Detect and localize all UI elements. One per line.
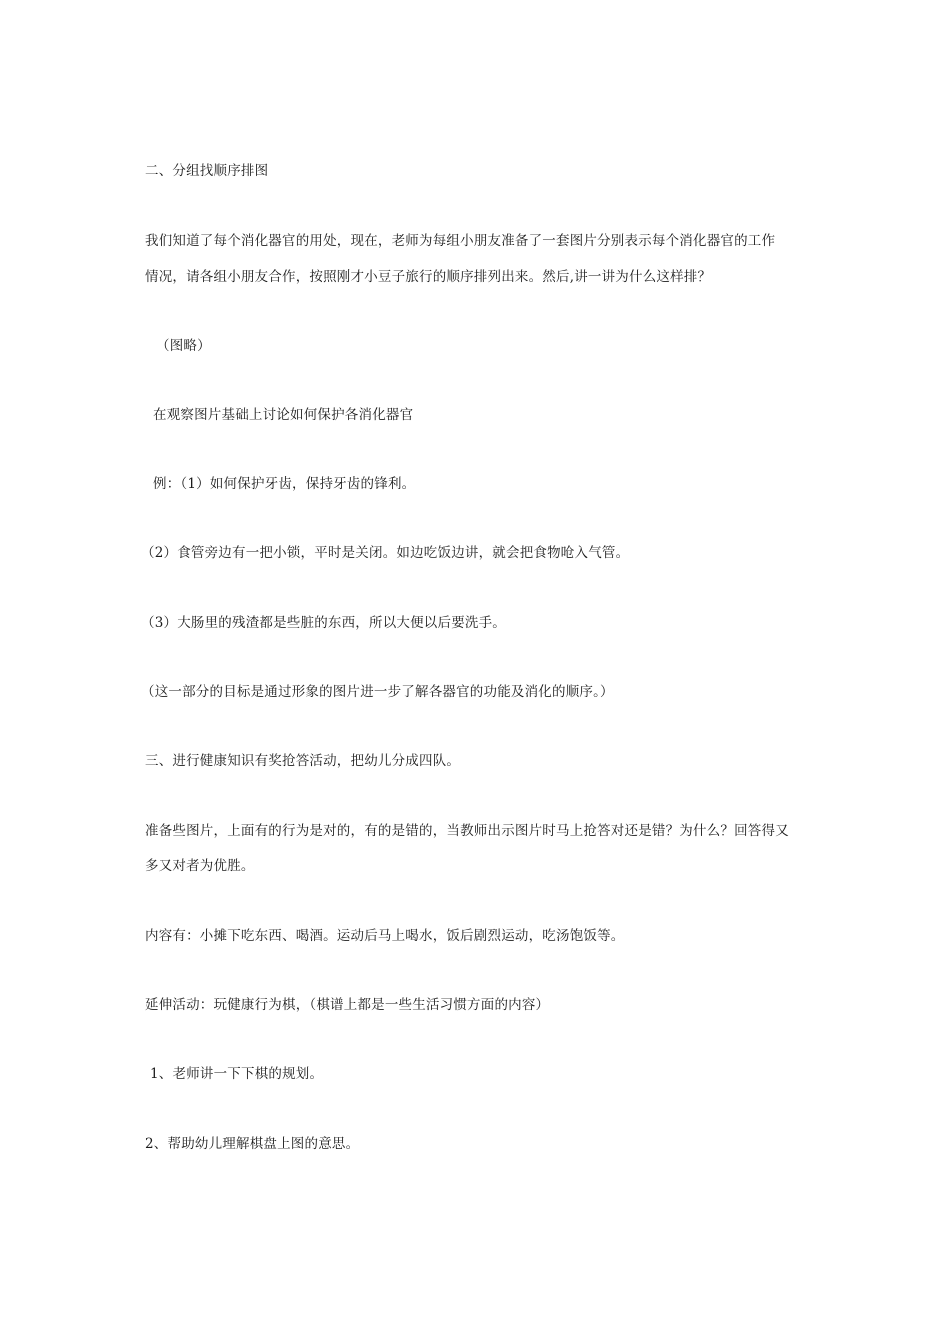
content-list: 内容有：小摊下吃东西、喝酒。运动后马上喝水，饭后剧烈运动，吃汤饱饭等。 xyxy=(145,928,625,944)
extension-activity: 延伸活动：玩健康行为棋，（棋谱上都是一些生活习惯方面的内容） xyxy=(145,997,550,1013)
figure-omitted-note: （图略） xyxy=(156,338,211,354)
step-item-2: 2、帮助幼儿理解棋盘上图的意思。 xyxy=(145,1136,360,1152)
section-heading-2: 二、分组找顺序排图 xyxy=(145,163,269,179)
discussion-text: 在观察图片基础上讨论如何保护各消化器官 xyxy=(153,407,414,423)
paragraph-1-line-1: 我们知道了每个消化器官的用处，现在，老师为每组小朋友准备了一套图片分别表示每个消化器官的工作 xyxy=(145,233,776,249)
section-heading-3: 三、进行健康知识有奖抢答活动，把幼儿分成四队。 xyxy=(145,753,461,769)
paragraph-1-line-2: 情况，请各组小朋友合作，按照刚才小豆子旅行的顺序排列出来。然后,讲一讲为什么这样排？ xyxy=(145,269,712,285)
example-item-3: （3）大肠里的残渣都是些脏的东西，所以大便以后要洗手。 xyxy=(141,615,506,631)
goal-note: （这一部分的目标是通过形象的图片进一步了解各器官的功能及消化的顺序。） xyxy=(141,684,614,700)
paragraph-2-line-1: 准备些图片，上面有的行为是对的，有的是错的，当教师出示图片时马上抢答对还是错？为什么？回答得又 xyxy=(145,823,789,839)
step-item-1: 1、老师讲一下下棋的规划。 xyxy=(150,1066,324,1082)
example-item-1: 例：（1）如何保护牙齿，保持牙齿的锋利。 xyxy=(153,476,416,492)
example-item-2: （2）食管旁边有一把小锁，平时是关闭。如边吃饭边讲，就会把食物呛入气管。 xyxy=(141,545,630,561)
paragraph-2-line-2: 多又对者为优胜。 xyxy=(145,858,255,874)
